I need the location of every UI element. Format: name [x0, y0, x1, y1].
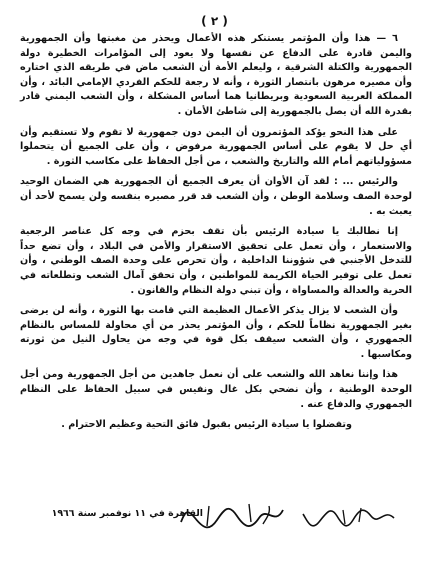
paragraph: والرئيس ... : لقد آن الأوان أن يعرف الجميع أن الجمهورية هي الضمان الوحيد لوحدة الصف وسلامة الوطن ، وأن الشعب قد قرر مصيره بنفسه ولن يسمح لأحد أن يعبث به .: [20, 176, 412, 217]
handwritten-signature: [299, 500, 399, 534]
paragraph: إنا نطالبك يا سيادة الرئيس بأن تقف بحزم في وجه كل عناصر الرجعية والاستعمار ، وأن تعمل على تحقيق الاستقرار والأمن في البلاد ، وأن تضع حداً للتدخل الأجنبي في شؤوننا الداخلية ، وأن تحرص على وحدة الصف الوطني ، وأن تعمل على توفير الحياة الكريمة للمواطنين ، وأن تحقق آمال الشعب وتطلعاته في الحرية والعدالة والمساواة ، وأن تبني دولة النظام والقانون .: [20, 226, 412, 296]
paragraph: وأن الشعب لا يزال يذكر الأعمال العظيمة التي قامت بها الثورة ، وأنه لن يرضى بغير الجمهورية نظاماً للحكم ، وأن المؤتمر يحذر من أي محاولة للمساس بالنظام الجمهوري ، وأن الشعب سيقف بكل قوة في وجه من يحاول النيل من ثورته ومكاسبها .: [20, 305, 412, 360]
signature-block: [99, 500, 399, 534]
paragraph: على هذا النحو يؤكد المؤتمرون أن اليمن دون جمهورية لا تقوم ولا تستقيم وأن أي حل لا يقوم على أساس الجمهورية مرفوض ، وأن على الجميع أن يتحملوا مسؤولياتهم أمام الله والتاريخ والشعب ، من أجل الحفاظ على مكاسب الثورة .: [20, 126, 412, 167]
page-number: ( ٢ ): [201, 14, 228, 28]
paragraph: هذا وإننا نعاهد الله والشعب على أن نعمل جاهدين من أجل الجمهورية ومن أجل الوحدة الوطنية ، وأن نضحي بكل غال ونفيس في سبيل الحفاظ على النظام الجمهوري والدفاع عنه .: [20, 369, 412, 410]
date-line: القاهرة في ١١ نوفمبر سنة ١٩٦٦: [51, 508, 203, 519]
letter-body: [20, 32, 412, 439]
handwritten-signature: [179, 500, 289, 534]
paragraph: ٦ — هذا وأن المؤتمر يستنكر هذه الأعمال ويحذر من مغبتها وأن الجمهورية واليمن قادرة على الدفاع عن نفسها ولا يعود إلى المؤامرات الخطيرة دولة الجمهورية والكتلة الشرقية ، وليعلم الأمة أن الشعب ماض في طريقه الذي اختاره وأن مصيره مرهون بانتصار الثورة ، وأنه لا رجعة للحكم الفردي الإمامي البائد ، وأن المملكة العربية السعودية وبريطانيا هما أساس المشكلة ، وأن الشعب اليمني قادر بقدرة الله أن يصل بالجمهورية إلى شاطئ الأمان .: [20, 33, 412, 117]
closing-paragraph: وتفضلوا يا سيادة الرئيس بقبول فائق التحية وعظيم الاحترام .: [61, 419, 352, 431]
